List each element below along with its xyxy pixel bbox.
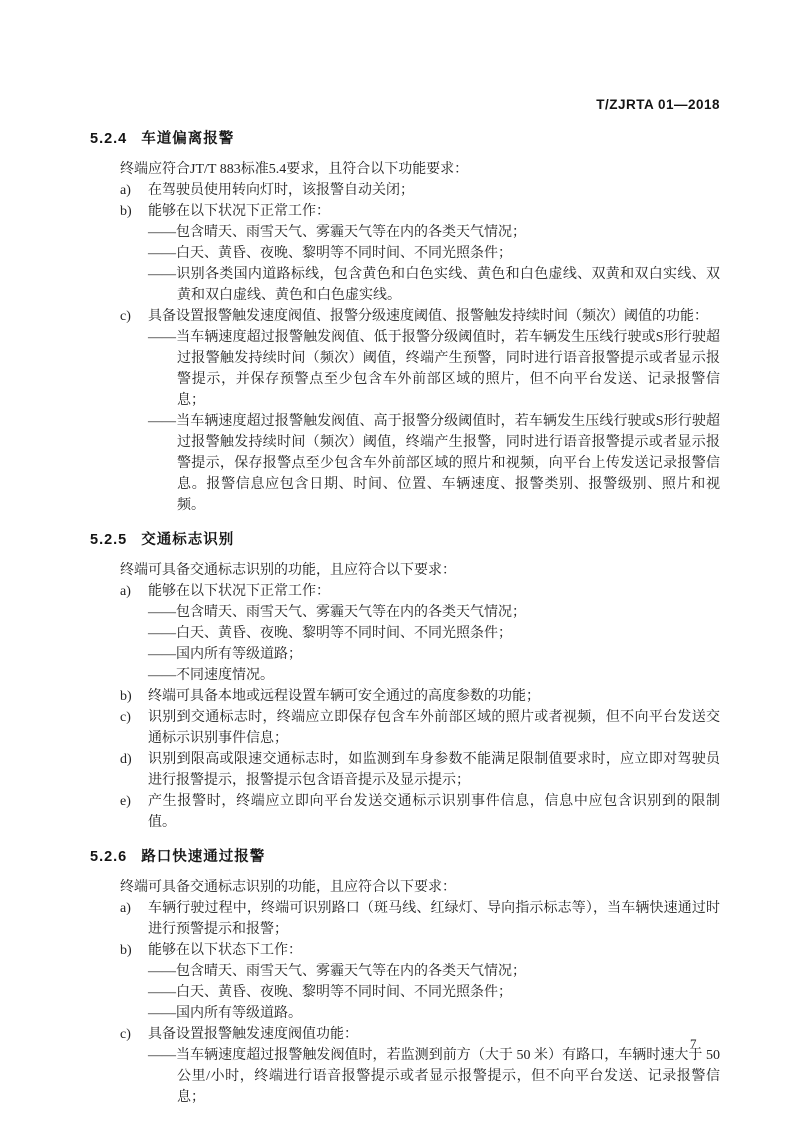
dash-item: ——包含晴天、雨雪天气、雾霾天气等在内的各类天气情况； xyxy=(148,605,526,620)
list-item-label: a) xyxy=(120,183,131,198)
list-item-text: 具备设置报警触发速度阀值功能： xyxy=(148,1027,358,1042)
list-item-text: 识别到交通标志时，终端应立即保存包含车外前部区域的照片或者视频，但不向平台发送交通标示识别事件信息； xyxy=(148,710,720,746)
paragraph: 终端可具备交通标志识别的功能，且应符合以下要求： xyxy=(120,563,456,578)
dash-item: ——国内所有等级道路； xyxy=(148,647,302,662)
paragraph: 终端可具备交通标志识别的功能，且应符合以下要求： xyxy=(120,880,456,895)
list-item xyxy=(90,791,720,833)
list-item-text: 车辆行驶过程中，终端可识别路口（斑马线、红绿灯、导向指示标志等），当车辆快速通过时进行预警提示和报警； xyxy=(148,901,720,937)
dash-item: ——白天、黄昏、夜晚、黎明等不同时间、不同光照条件； xyxy=(148,626,512,641)
list-item xyxy=(90,306,720,327)
list-item-label: a) xyxy=(120,901,131,916)
list-item xyxy=(90,1024,720,1045)
list-item-text: 终端可具备本地或远程设置车辆可安全通过的高度参数的功能； xyxy=(148,689,540,704)
section-5-2-6 xyxy=(90,847,720,1108)
section-title: 车道偏离报警 xyxy=(141,131,235,147)
list-item xyxy=(90,707,720,749)
list-item-label: c) xyxy=(120,710,131,725)
dash-item: ——白天、黄昏、夜晚、黎明等不同时间、不同光照条件； xyxy=(148,985,512,1000)
dash-item: ——当车辆速度超过报警触发阀值时，若监测到前方（大于 50 米）有路口，车辆时速大于 50 公里/小时，终端进行语音报警提示或者显示报警提示，但不向平台发送、记录报警信息； xyxy=(148,1048,720,1105)
list-item-label: e) xyxy=(120,794,131,809)
dash-item: ——国内所有等级道路。 xyxy=(148,1006,302,1021)
section-number: 5.2.4 xyxy=(90,131,128,147)
list-item-label: b) xyxy=(120,689,132,704)
list-item-label: c) xyxy=(120,1027,131,1042)
section-number: 5.2.5 xyxy=(90,532,128,548)
section-title: 交通标志识别 xyxy=(141,532,235,548)
dash-item: ——当车辆速度超过报警触发阀值、低于报警分级阈值时，若车辆发生压线行驶或S形行驶超过报警触发持续时间（频次）阈值，终端产生预警，同时进行语音报警提示或者显示报警提示，并保存预警点至少包含车外前部区域的照片，但不向平台发送、记录报警信息； xyxy=(148,330,720,408)
list-item xyxy=(90,898,720,940)
section-5-2-4 xyxy=(90,129,720,516)
list-item xyxy=(90,749,720,791)
list-item xyxy=(90,940,720,961)
section-number: 5.2.6 xyxy=(90,849,128,865)
section-heading xyxy=(90,530,720,551)
list-item xyxy=(90,686,720,707)
list-item-text: 产生报警时，终端应立即向平台发送交通标示识别事件信息，信息中应包含识别到的限制值。 xyxy=(148,794,720,830)
dash-item: ——包含晴天、雨雪天气、雾霾天气等在内的各类天气情况； xyxy=(148,964,526,979)
dash-item: ——不同速度情况。 xyxy=(148,668,274,683)
page-content xyxy=(90,94,720,1108)
list-item-text: 在驾驶员使用转向灯时，该报警自动关闭； xyxy=(148,183,414,198)
list-item xyxy=(90,201,720,222)
list-item-label: a) xyxy=(120,584,131,599)
dash-item: ——当车辆速度超过报警触发阀值、高于报警分级阈值时，若车辆发生压线行驶或S形行驶超过报警触发持续时间（频次）阈值，终端产生报警，同时进行语音报警提示或者显示报警提示，保存报警点至少包含车外前部区域的照片和视频，向平台上传发送记录报警信息。报警信息应包含日期、时间、位置、车辆速度、报警类别、报警级别、照片和视频。 xyxy=(148,414,720,513)
dash-item: ——识别各类国内道路标线，包含黄色和白色实线、黄色和白色虚线、双黄和双白实线、双黄和双白虚线、黄色和白色虚实线。 xyxy=(148,267,720,303)
list-item-text: 具备设置报警触发速度阀值、报警分级速度阈值、报警触发持续时间（频次）阈值的功能： xyxy=(148,309,708,324)
section-5-2-5 xyxy=(90,530,720,833)
list-item-label: b) xyxy=(120,204,132,219)
list-item-text: 能够在以下状态下工作： xyxy=(148,943,302,958)
list-item-text: 能够在以下状况下正常工作： xyxy=(148,584,330,599)
document-code-header: T/ZJRTA 01—2018 xyxy=(596,97,720,112)
list-item xyxy=(90,180,720,201)
paragraph: 终端应符合JT/T 883标准5.4要求，且符合以下功能要求： xyxy=(120,162,469,177)
dash-item: ——包含晴天、雨雪天气、雾霾天气等在内的各类天气情况； xyxy=(148,225,526,240)
list-item-text: 能够在以下状况下正常工作： xyxy=(148,204,330,219)
list-item-text: 识别到限高或限速交通标志时，如监测到车身参数不能满足限制值要求时，应立即对驾驶员进行报警提示，报警提示包含语音提示及显示提示； xyxy=(148,752,720,788)
list-item-label: d) xyxy=(120,752,132,767)
list-item xyxy=(90,581,720,602)
dash-item: ——白天、黄昏、夜晚、黎明等不同时间、不同光照条件； xyxy=(148,246,512,261)
section-heading xyxy=(90,129,720,150)
page-number: 7 xyxy=(690,1036,697,1051)
list-item-label: b) xyxy=(120,943,132,958)
list-item-label: c) xyxy=(120,309,131,324)
section-title: 路口快速通过报警 xyxy=(141,849,266,865)
section-heading xyxy=(90,847,720,868)
